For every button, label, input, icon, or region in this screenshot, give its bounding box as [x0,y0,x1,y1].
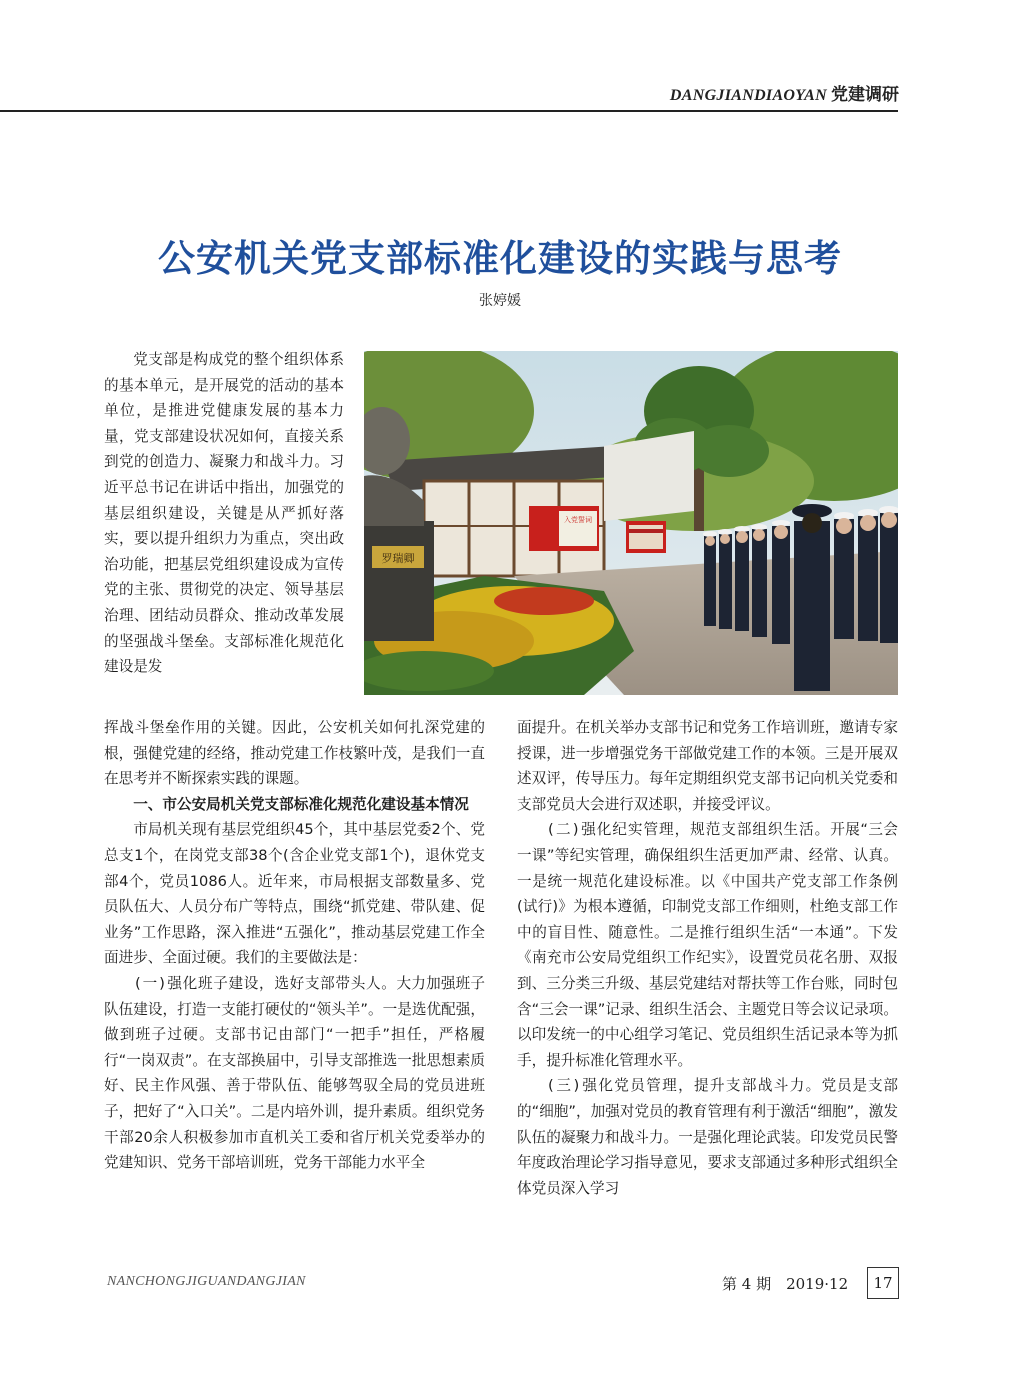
intro-paragraph [104,347,344,680]
paragraph-basic-situation: 市局机关现有基层党组织45个，其中基层党委2个、党总支1个，在岗党支部38个(含企业党支部1个)，退休党支部4个，党员1086人。近年来，市局根据支部数量多、党员队伍大、人员分布广等特点，围绕“抓党建、带队建、促业务”工作思路，深入推进“五强化”，推动基层党建工作全面进步、全面过硬。我们的主要做法是： [104,821,485,967]
paragraph-body: 开展“三会一课”等纪实管理，确保组织生活更加严肃、经常、认真。一是统一规范化建设标准。以《中国共产党支部工作条例(试行)》为根本遵循，印制党支部工作细则，杜绝支部工作中的盲目性、随意性。二是推行组织生活“一本通”。下发《南充市公安局党组织工作纪实》，设置党员花名册、双报到、三分类三升级、基层党建结对帮扶等工作台账，同时包含“三会一课”记录、组织生活会、主题党日等会议记录项。以印发统一的中心组学习笔记、党员组织生活记录本等为抓手，提升标准化管理水平。 [517,821,899,1069]
article-photo [364,351,898,695]
paragraph-team-building [104,971,485,1176]
footer-issue: 第 4 期 2019·12 [722,1275,849,1293]
page-number: 17 [867,1267,899,1299]
column-left [104,715,485,1176]
paragraph-team-building-continued: 面提升。在机关举办支部书记和党务工作培训班，邀请专家授课，进一步增强党务干部做党建工作的本领。三是开展双述双评，传导压力。每年定期组织党支部书记向机关党委和支部党员大会进行双述职，并接受评议。 [517,719,898,813]
section-heading-1: 一、市公安局机关党支部标准化规范化建设基本情况 [133,795,469,813]
runin-heading-2: (二)强化纪实管理，规范支部组织生活。 [546,821,831,839]
running-header [670,80,899,105]
paragraph-intro-continued: 挥战斗堡垒作用的关键。因此，公安机关如何扎深党建的根，强健党建的经络，推动党建工作枝繁叶茂，是我们一直在思考并不断探索实践的课题。 [104,719,485,788]
footer-journal-name: NANCHONGJIGUANDANGJIAN [107,1274,306,1289]
column-right [517,715,898,1201]
article-title: 公安机关党支部标准化建设的实践与思考 [158,236,842,280]
running-header-en: DANGJIANDIAOYAN [669,87,827,104]
paragraph-member-management [517,1073,898,1201]
paragraph-body: 党员是支部的“细胞”，加强对党员的教育管理有利于激活“细胞”，激发队伍的凝聚力和战斗力。一是强化理论武装。印发党员民警年度政治理论学习指导意见，要求支部通过多种形式组织全体党员深入学习 [517,1077,898,1197]
paragraph-body: 大力加强班子队伍建设，打造一支能打硬仗的“领头羊”。一是选优配强，做到班子过硬。支部书记由部门“一把手”担任，严格履行“一岗双责”。在支部换届中，引导支部推选一批思想素质好、民主作风强、善于带队伍、能够驾驭全局的党员进班子，把好了“入口关”。二是内培外训，提升素质。组织党务干部20余人积极参加市直机关工委和省厅机关党委举办的党建知识、党务干部培训班，党务干部能力水平全 [104,974,485,1172]
runin-heading-1: (一)强化班子建设，选好支部带头人。 [133,974,397,992]
article-author: 张婷媛 [479,293,521,309]
oath-board-title: 入党誓词 [564,516,592,524]
paragraph-records-management [517,817,898,1073]
plaque-name: 罗瑞卿 [381,552,415,565]
header-rule [0,110,898,112]
runin-heading-3: (三)强化党员管理，提升支部战斗力。 [546,1077,822,1095]
running-header-cn: 党建调研 [831,85,899,104]
intro-text: 党支部是构成党的整个组织体系的基本单元，是开展党的活动的基本单位，是推进党健康发展的基本力量，党支部建设状况如何，直接关系到党的创造力、凝聚力和战斗力。习近平总书记在讲话中指出，加强党的基层组织建设，关键是从严抓好落实，要以提升组织力为重点，突出政治功能，把基层党组织建设成为宣传党的主张、贯彻党的决定、领导基层治理、团结动员群众、推动改革发展的坚强战斗堡垒。支部标准化规范化建设是发 [104,351,344,676]
